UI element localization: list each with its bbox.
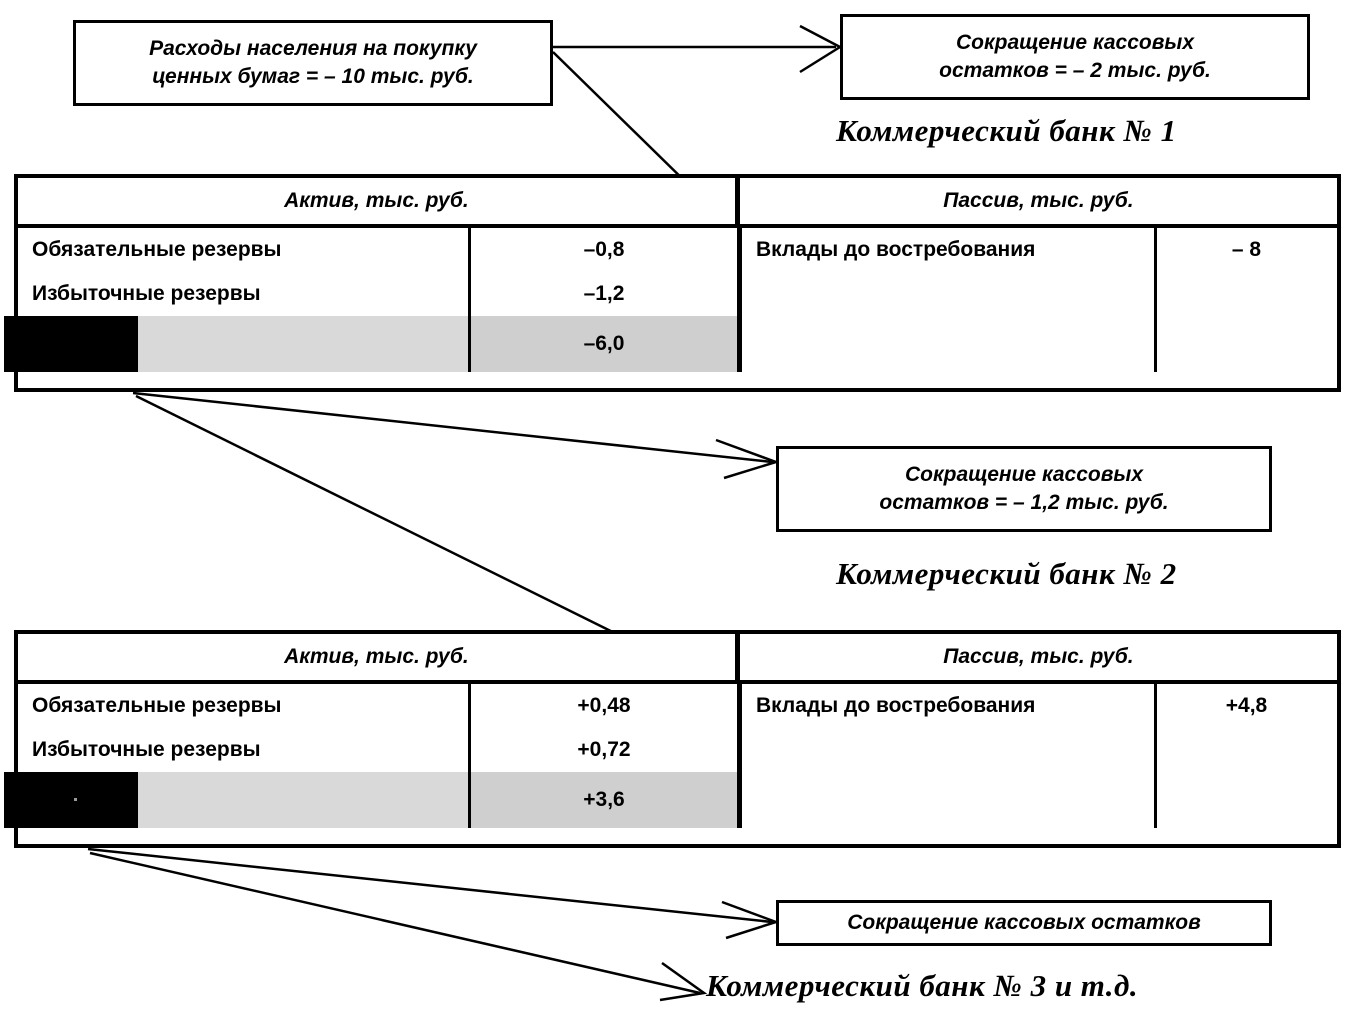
table-row: [742, 728, 1337, 772]
table-row: [742, 228, 1337, 272]
sheet2-body: [18, 684, 1337, 828]
spending-box: [73, 20, 553, 106]
spending-line-2: ценных бумаг = – 10 тыс. руб.: [152, 65, 474, 88]
sheet2-liability-value-0: +4,8: [1154, 684, 1336, 728]
cash-reduction-2-line-2: остатков = – 1,2 тыс. руб.: [879, 491, 1169, 514]
table-row-redacted: [18, 772, 737, 828]
redaction-block: [4, 316, 138, 372]
sheet1-liability-name-2: [742, 316, 1154, 372]
sheet1-asset-name-0: Обязательные резервы: [32, 238, 282, 261]
cash-reduction-1-line-1: Сокращение кассовых: [955, 30, 1195, 54]
cash-reduction-box-1: [840, 14, 1310, 100]
sheet1-liability-name-0: Вклады до востребования: [756, 238, 1036, 261]
bank-label-1: Коммерческий банк № 1: [836, 113, 1177, 148]
sheet2-asset-side: [18, 684, 742, 828]
table-row-redacted: [18, 316, 737, 372]
sheet1-asset-name-1: Избыточные резервы: [32, 282, 261, 305]
cash-reduction-3-line-1: Сокращение кассовых остатков: [847, 910, 1201, 934]
table-row: [18, 728, 737, 772]
sheet2-asset-value-0: +0,48: [468, 684, 737, 728]
sheet1-body: [18, 228, 1337, 372]
sheet2-asset-header: Актив, тыс. руб.: [18, 634, 740, 680]
sheet2-asset-value-1: +0,72: [468, 728, 737, 772]
spending-line-1: Расходы населения на покупку: [149, 36, 477, 60]
cash-reduction-1-line-2: остатков = – 2 тыс. руб.: [939, 59, 1211, 82]
table-row: [742, 272, 1337, 316]
redaction-block: [4, 772, 138, 828]
table-row: [742, 772, 1337, 828]
balance-sheet-bank-1: [14, 174, 1341, 392]
bank-label-3: Коммерческий банк № 3 и т.д.: [706, 968, 1139, 1003]
sheet2-liability-value-2: [1154, 772, 1336, 828]
speck: [74, 798, 77, 801]
sheet2-liability-side: [742, 684, 1337, 828]
table-row: [742, 684, 1337, 728]
sheet1-liability-value-1: [1154, 272, 1336, 316]
sheet1-liability-value-0: – 8: [1154, 228, 1336, 272]
table-row: [18, 684, 737, 728]
bank-label-2: Коммерческий банк № 2: [836, 556, 1177, 591]
sheet2-asset-name-0: Обязательные резервы: [32, 694, 282, 717]
sheet2-asset-value-2: +3,6: [468, 772, 737, 828]
sheet2-liability-header: Пассив, тыс. руб.: [943, 645, 1134, 668]
sheet2-header-row: [18, 634, 1337, 684]
sheet1-asset-value-1: –1,2: [468, 272, 737, 316]
sheet2-liability-value-1: [1154, 728, 1336, 772]
cash-reduction-box-2: [776, 446, 1272, 532]
sheet2-liability-name-0: Вклады до востребования: [756, 694, 1036, 717]
cash-reduction-box-3: [776, 900, 1272, 946]
sheet2-asset-name-2: [18, 772, 468, 828]
sheet1-liability-value-2: [1154, 316, 1336, 372]
cash-reduction-2-line-1: Сокращение кассовых: [904, 462, 1144, 486]
sheet1-liability-side: [742, 228, 1337, 372]
sheet1-header-row: [18, 178, 1337, 228]
sheet2-asset-name-1: Избыточные резервы: [32, 738, 261, 761]
sheet1-asset-value-2: –6,0: [468, 316, 737, 372]
balance-sheet-bank-2: [14, 630, 1341, 848]
sheet1-liability-name-1: [742, 272, 1154, 316]
sheet1-asset-header: Актив, тыс. руб.: [18, 178, 740, 224]
sheet1-asset-value-0: –0,8: [468, 228, 737, 272]
sheet1-liability-header: Пассив, тыс. руб.: [943, 189, 1134, 212]
sheet2-liability-name-1: [742, 728, 1154, 772]
sheet1-asset-side: [18, 228, 742, 372]
sheet1-asset-name-2: [18, 316, 468, 372]
table-row: [18, 272, 737, 316]
table-row: [742, 316, 1337, 372]
table-row: [18, 228, 737, 272]
sheet2-liability-name-2: [742, 772, 1154, 828]
